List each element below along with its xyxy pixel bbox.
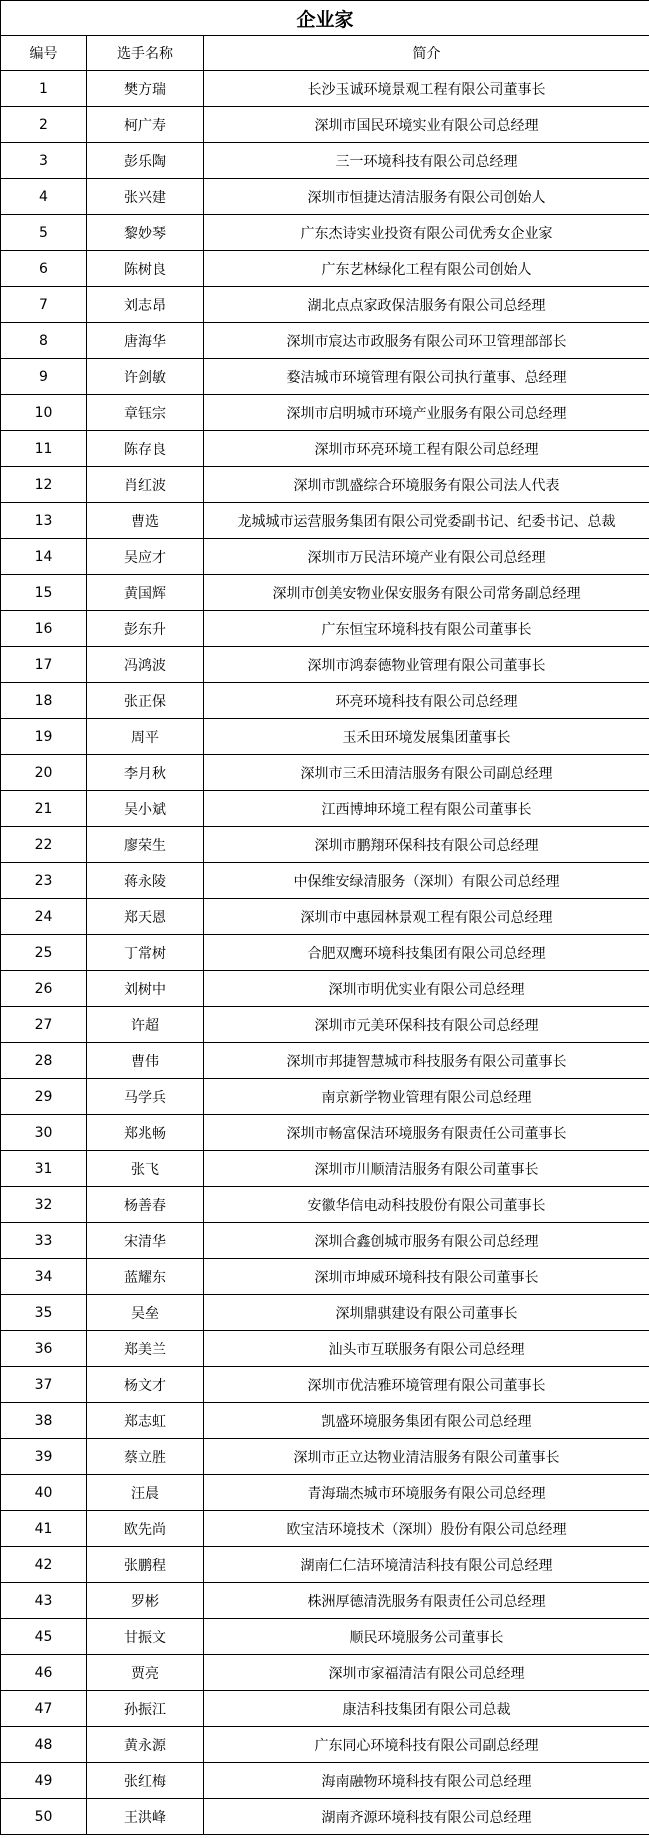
row-number: 29 <box>1 1079 87 1115</box>
table-row <box>1 1691 649 1727</box>
row-name: 陈树良 <box>87 251 204 287</box>
row-description: 深圳市国民环境实业有限公司总经理 <box>204 107 649 143</box>
table-row <box>1 359 649 395</box>
table-row <box>1 1079 649 1115</box>
row-description: 深圳合鑫创城市服务有限公司总经理 <box>204 1223 649 1259</box>
row-name: 张鹏程 <box>87 1547 204 1583</box>
row-number: 36 <box>1 1331 87 1367</box>
row-description: 湖南齐源环境科技有限公司总经理 <box>204 1799 649 1835</box>
row-number: 11 <box>1 431 87 467</box>
row-number: 23 <box>1 863 87 899</box>
row-number: 21 <box>1 791 87 827</box>
row-number: 26 <box>1 971 87 1007</box>
table-row <box>1 647 649 683</box>
row-description: 深圳市创美安物业保安服务有限公司常务副总经理 <box>204 575 649 611</box>
table-row <box>1 179 649 215</box>
title-row <box>1 1 649 36</box>
table-row <box>1 1763 649 1799</box>
row-number: 13 <box>1 503 87 539</box>
row-name: 马学兵 <box>87 1079 204 1115</box>
row-description: 深圳市三禾田清洁服务有限公司副总经理 <box>204 755 649 791</box>
row-name: 贾亮 <box>87 1655 204 1691</box>
row-description: 湖北点点家政保洁服务有限公司总经理 <box>204 287 649 323</box>
table-row <box>1 1295 649 1331</box>
row-number: 1 <box>1 71 87 107</box>
row-number: 48 <box>1 1727 87 1763</box>
row-number: 45 <box>1 1619 87 1655</box>
row-name: 肖红波 <box>87 467 204 503</box>
row-number: 14 <box>1 539 87 575</box>
table-row <box>1 1151 649 1187</box>
header-desc: 简介 <box>204 36 649 71</box>
table-row <box>1 719 649 755</box>
table-row <box>1 791 649 827</box>
header-num: 编号 <box>1 36 87 71</box>
header-row <box>1 36 649 71</box>
row-number: 19 <box>1 719 87 755</box>
row-name: 黄国辉 <box>87 575 204 611</box>
row-name: 吴小斌 <box>87 791 204 827</box>
row-number: 10 <box>1 395 87 431</box>
table-row <box>1 755 649 791</box>
row-name: 吴垒 <box>87 1295 204 1331</box>
table-row <box>1 1187 649 1223</box>
table-row <box>1 1439 649 1475</box>
row-name: 刘志昂 <box>87 287 204 323</box>
row-description: 深圳市鹏翔环保科技有限公司总经理 <box>204 827 649 863</box>
row-name: 周平 <box>87 719 204 755</box>
row-description: 深圳市恒捷达清洁服务有限公司创始人 <box>204 179 649 215</box>
row-name: 彭东升 <box>87 611 204 647</box>
row-number: 16 <box>1 611 87 647</box>
row-description: 凯盛环境服务集团有限公司总经理 <box>204 1403 649 1439</box>
row-number: 47 <box>1 1691 87 1727</box>
table-row <box>1 1547 649 1583</box>
row-number: 8 <box>1 323 87 359</box>
table-row <box>1 287 649 323</box>
row-number: 6 <box>1 251 87 287</box>
row-name: 蓝耀东 <box>87 1259 204 1295</box>
row-description: 广东恒宝环境科技有限公司董事长 <box>204 611 649 647</box>
row-description: 深圳市明优实业有限公司总经理 <box>204 971 649 1007</box>
row-description: 深圳市鸿泰德物业管理有限公司董事长 <box>204 647 649 683</box>
row-name: 彭乐陶 <box>87 143 204 179</box>
table-row <box>1 251 649 287</box>
row-name: 王洪峰 <box>87 1799 204 1835</box>
table-row <box>1 899 649 935</box>
row-number: 28 <box>1 1043 87 1079</box>
row-description: 深圳市启明城市环境产业服务有限公司总经理 <box>204 395 649 431</box>
row-description: 深圳市川顺清洁服务有限公司董事长 <box>204 1151 649 1187</box>
row-name: 唐海华 <box>87 323 204 359</box>
row-description: 合肥双鹰环境科技集团有限公司总经理 <box>204 935 649 971</box>
row-name: 郑美兰 <box>87 1331 204 1367</box>
row-name: 郑志虹 <box>87 1403 204 1439</box>
row-description: 广东同心环境科技有限公司副总经理 <box>204 1727 649 1763</box>
table-row <box>1 215 649 251</box>
row-description: 玉禾田环境发展集团董事长 <box>204 719 649 755</box>
row-name: 冯鸿波 <box>87 647 204 683</box>
row-number: 18 <box>1 683 87 719</box>
row-description: 深圳市中惠园林景观工程有限公司总经理 <box>204 899 649 935</box>
row-name: 张正保 <box>87 683 204 719</box>
row-number: 9 <box>1 359 87 395</box>
row-name: 丁常树 <box>87 935 204 971</box>
row-number: 41 <box>1 1511 87 1547</box>
row-name: 曹选 <box>87 503 204 539</box>
row-name: 张红梅 <box>87 1763 204 1799</box>
row-number: 37 <box>1 1367 87 1403</box>
row-description: 深圳市正立达物业清洁服务有限公司董事长 <box>204 1439 649 1475</box>
row-number: 12 <box>1 467 87 503</box>
row-number: 32 <box>1 1187 87 1223</box>
table-row <box>1 971 649 1007</box>
row-name: 蔡立胜 <box>87 1439 204 1475</box>
row-description: 南京新学物业管理有限公司总经理 <box>204 1079 649 1115</box>
row-name: 宋清华 <box>87 1223 204 1259</box>
row-description: 深圳市畅富保洁环境服务有限责任公司董事长 <box>204 1115 649 1151</box>
row-description: 深圳市万民洁环境产业有限公司总经理 <box>204 539 649 575</box>
table-row <box>1 1403 649 1439</box>
table-row <box>1 1727 649 1763</box>
row-number: 2 <box>1 107 87 143</box>
row-name: 黎妙琴 <box>87 215 204 251</box>
row-description: 深圳鼎骐建设有限公司董事长 <box>204 1295 649 1331</box>
table-row <box>1 827 649 863</box>
row-number: 35 <box>1 1295 87 1331</box>
row-name: 李月秋 <box>87 755 204 791</box>
row-name: 柯广寿 <box>87 107 204 143</box>
row-number: 15 <box>1 575 87 611</box>
table-row <box>1 1115 649 1151</box>
row-number: 3 <box>1 143 87 179</box>
row-name: 孙振江 <box>87 1691 204 1727</box>
table-row <box>1 1259 649 1295</box>
row-number: 17 <box>1 647 87 683</box>
table-row <box>1 863 649 899</box>
table-row <box>1 683 649 719</box>
row-number: 7 <box>1 287 87 323</box>
row-number: 4 <box>1 179 87 215</box>
table-row <box>1 935 649 971</box>
table-row <box>1 1043 649 1079</box>
table-row <box>1 323 649 359</box>
row-description: 深圳市坤威环境科技有限公司董事长 <box>204 1259 649 1295</box>
table-title: 企业家 <box>1 1 649 36</box>
table-row <box>1 143 649 179</box>
row-number: 20 <box>1 755 87 791</box>
row-name: 许超 <box>87 1007 204 1043</box>
row-number: 43 <box>1 1583 87 1619</box>
row-name: 廖荣生 <box>87 827 204 863</box>
row-name: 章钰宗 <box>87 395 204 431</box>
row-description: 深圳市凯盛综合环境服务有限公司法人代表 <box>204 467 649 503</box>
row-name: 杨善春 <box>87 1187 204 1223</box>
table-row <box>1 431 649 467</box>
row-description: 欧宝洁环境技术（深圳）股份有限公司总经理 <box>204 1511 649 1547</box>
table-row <box>1 395 649 431</box>
row-description: 龙城城市运营服务集团有限公司党委副书记、纪委书记、总裁 <box>204 503 649 539</box>
row-number: 39 <box>1 1439 87 1475</box>
row-number: 34 <box>1 1259 87 1295</box>
table-body <box>1 1 649 1835</box>
row-number: 30 <box>1 1115 87 1151</box>
row-description: 深圳市家福清洁有限公司总经理 <box>204 1655 649 1691</box>
table-row <box>1 1511 649 1547</box>
row-name: 罗彬 <box>87 1583 204 1619</box>
row-description: 婺洁城市环境管理有限公司执行董事、总经理 <box>204 359 649 395</box>
row-description: 深圳市元美环保科技有限公司总经理 <box>204 1007 649 1043</box>
row-name: 汪晨 <box>87 1475 204 1511</box>
row-name: 郑天恩 <box>87 899 204 935</box>
row-description: 环亮环境科技有限公司总经理 <box>204 683 649 719</box>
row-number: 5 <box>1 215 87 251</box>
row-number: 24 <box>1 899 87 935</box>
table-row <box>1 539 649 575</box>
row-name: 张飞 <box>87 1151 204 1187</box>
row-description: 长沙玉诚环境景观工程有限公司董事长 <box>204 71 649 107</box>
row-name: 吴应才 <box>87 539 204 575</box>
row-description: 深圳市环亮环境工程有限公司总经理 <box>204 431 649 467</box>
table-row <box>1 611 649 647</box>
row-description: 深圳市宸达市政服务有限公司环卫管理部部长 <box>204 323 649 359</box>
row-description: 青海瑞杰城市环境服务有限公司总经理 <box>204 1475 649 1511</box>
row-name: 许剑敏 <box>87 359 204 395</box>
row-number: 25 <box>1 935 87 971</box>
header-name: 选手名称 <box>87 36 204 71</box>
row-name: 黄永源 <box>87 1727 204 1763</box>
row-number: 42 <box>1 1547 87 1583</box>
table-row <box>1 575 649 611</box>
table-row <box>1 71 649 107</box>
row-name: 郑兆畅 <box>87 1115 204 1151</box>
row-number: 49 <box>1 1763 87 1799</box>
row-number: 31 <box>1 1151 87 1187</box>
row-name: 蒋永陵 <box>87 863 204 899</box>
table-row <box>1 1007 649 1043</box>
table-row <box>1 467 649 503</box>
row-number: 46 <box>1 1655 87 1691</box>
row-number: 33 <box>1 1223 87 1259</box>
row-name: 陈存良 <box>87 431 204 467</box>
table-row <box>1 1655 649 1691</box>
row-number: 40 <box>1 1475 87 1511</box>
row-number: 50 <box>1 1799 87 1835</box>
row-description: 汕头市互联服务有限公司总经理 <box>204 1331 649 1367</box>
row-description: 湖南仁仁洁环境清洁科技有限公司总经理 <box>204 1547 649 1583</box>
row-number: 38 <box>1 1403 87 1439</box>
table-row <box>1 1619 649 1655</box>
table-row <box>1 1223 649 1259</box>
table-row <box>1 1583 649 1619</box>
row-name: 甘振文 <box>87 1619 204 1655</box>
table-row <box>1 503 649 539</box>
row-description: 中保维安绿清服务（深圳）有限公司总经理 <box>204 863 649 899</box>
row-name: 张兴建 <box>87 179 204 215</box>
table-row <box>1 1331 649 1367</box>
row-name: 欧先尚 <box>87 1511 204 1547</box>
row-number: 27 <box>1 1007 87 1043</box>
row-description: 安徽华信电动科技股份有限公司董事长 <box>204 1187 649 1223</box>
row-description: 广东艺林绿化工程有限公司创始人 <box>204 251 649 287</box>
row-description: 江西博坤环境工程有限公司董事长 <box>204 791 649 827</box>
row-name: 杨文才 <box>87 1367 204 1403</box>
row-description: 康洁科技集团有限公司总裁 <box>204 1691 649 1727</box>
row-description: 深圳市邦捷智慧城市科技服务有限公司董事长 <box>204 1043 649 1079</box>
row-description: 深圳市优洁雅环境管理有限公司董事长 <box>204 1367 649 1403</box>
row-name: 樊方瑞 <box>87 71 204 107</box>
row-name: 刘树中 <box>87 971 204 1007</box>
table-row <box>1 1367 649 1403</box>
table-row <box>1 107 649 143</box>
row-description: 海南融物环境科技有限公司总经理 <box>204 1763 649 1799</box>
row-number: 22 <box>1 827 87 863</box>
row-description: 三一环境科技有限公司总经理 <box>204 143 649 179</box>
row-description: 株洲厚德清洗服务有限责任公司总经理 <box>204 1583 649 1619</box>
table-row <box>1 1475 649 1511</box>
row-description: 广东杰诗实业投资有限公司优秀女企业家 <box>204 215 649 251</box>
row-description: 顺民环境服务公司董事长 <box>204 1619 649 1655</box>
table-row <box>1 1799 649 1835</box>
row-name: 曹伟 <box>87 1043 204 1079</box>
